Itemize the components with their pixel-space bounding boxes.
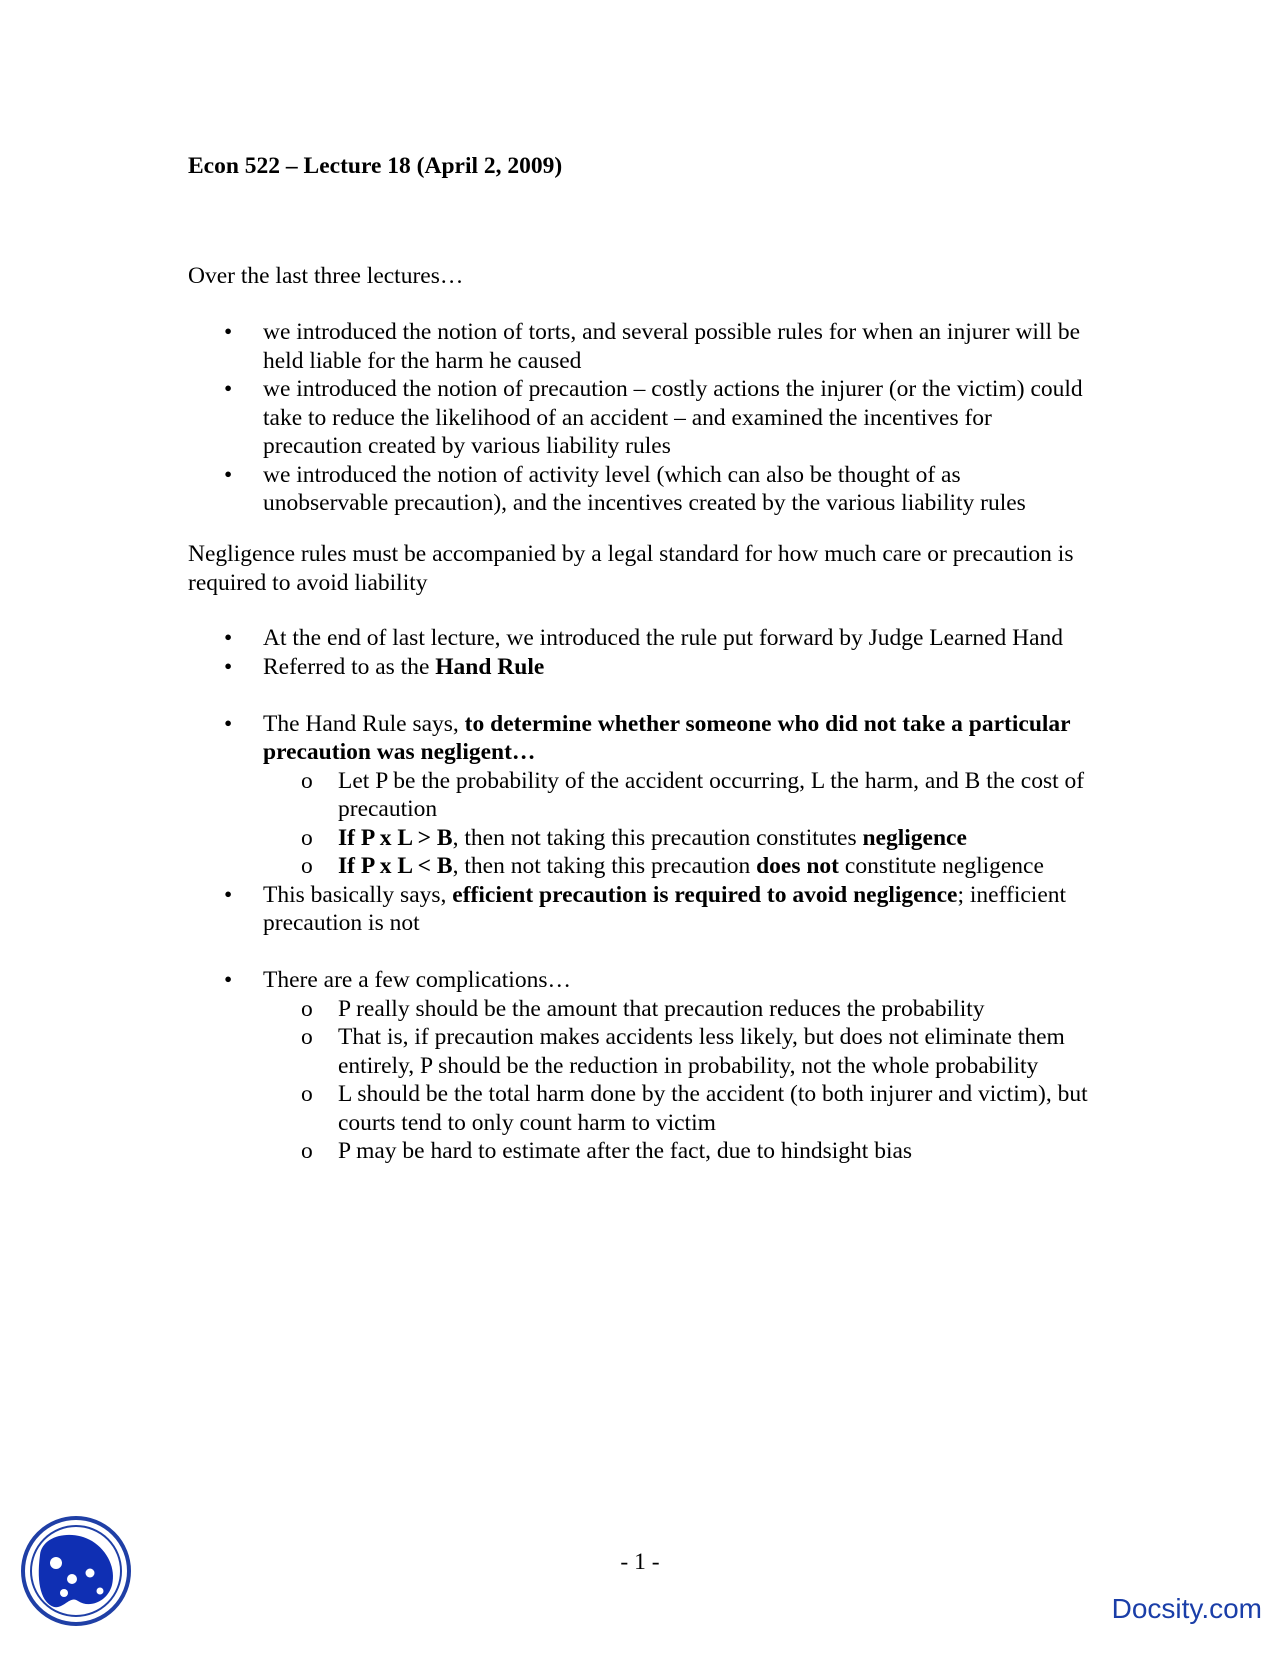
sub-item-bold: If P x L > B bbox=[338, 824, 453, 851]
sub-item-text: P really should be the amount that precaution reduces the probability bbox=[338, 995, 985, 1022]
sub-item-text: Let P be the probability of the accident occurring, L the harm, and B the cost of precaution bbox=[338, 767, 1085, 822]
lecture-title: Econ 522 – Lecture 18 (April 2, 2009) bbox=[188, 153, 563, 179]
bullet-icon: • bbox=[224, 625, 233, 651]
hand-rule-list bbox=[188, 624, 1088, 1166]
list-gap bbox=[188, 681, 1088, 710]
hand-rule-term: Hand Rule bbox=[435, 653, 545, 680]
list-item-text: we introduced the notion of torts, and several possible rules for when an injurer will be held liable for the harm he caused bbox=[263, 319, 1081, 374]
sub-item-bold: does not bbox=[756, 853, 840, 879]
circle-bullet-icon: o bbox=[301, 824, 313, 851]
sub-list-item bbox=[263, 852, 1088, 881]
bullet-icon: • bbox=[224, 376, 233, 402]
circle-bullet-icon: o bbox=[301, 767, 313, 794]
circle-bullet-icon: o bbox=[301, 853, 313, 879]
list-item bbox=[188, 653, 1088, 682]
bullet-icon: • bbox=[224, 710, 233, 737]
circle-bullet-icon: o bbox=[301, 995, 313, 1022]
sub-item-text: , then not taking this precaution bbox=[452, 853, 757, 879]
docsity-logo-icon bbox=[20, 1515, 132, 1627]
list-item bbox=[188, 966, 1088, 1166]
sub-item-text: , then not taking this precaution constitutes bbox=[452, 824, 863, 851]
sub-item-text: constitute negligence bbox=[839, 853, 1044, 879]
list-item-text: ; inefficient precaution is not bbox=[263, 881, 1067, 936]
intro-paragraph: Over the last three lectures… bbox=[188, 263, 464, 289]
sub-list-item bbox=[263, 824, 1088, 853]
list-item-text: Referred to as the bbox=[263, 653, 436, 680]
list-gap bbox=[188, 938, 1088, 967]
list-item-text: we introduced the notion of precaution – costly actions the injurer (or the victim) could take to reduce the likelihood of an accident – and examined the incentives for precaution created by various liability rules bbox=[263, 376, 1083, 459]
list-item-text: This basically says, bbox=[263, 881, 453, 908]
page-number: - 1 - bbox=[620, 1549, 660, 1575]
list-item-bold: to determine whether someone who did not take a particular precaution was negligent… bbox=[263, 710, 1071, 765]
bullet-icon: • bbox=[224, 653, 233, 680]
sub-list-item bbox=[263, 1080, 1088, 1137]
negligence-paragraph: Negligence rules must be accompanied by a legal standard for how much care or precaution is required to avoid liability bbox=[188, 541, 1074, 596]
list-item bbox=[188, 710, 1088, 881]
recap-list bbox=[188, 318, 1088, 518]
bullet-icon: • bbox=[224, 881, 233, 908]
sub-list bbox=[263, 767, 1088, 881]
list-item-text: There are a few complications… bbox=[263, 967, 571, 993]
sub-list-item bbox=[263, 767, 1088, 824]
list-item-text: At the end of last lecture, we introduced the rule put forward by Judge Learned Hand bbox=[263, 625, 1064, 651]
circle-bullet-icon: o bbox=[301, 1081, 313, 1107]
sub-list-item bbox=[263, 1023, 1088, 1080]
list-item bbox=[188, 318, 1088, 375]
list-item bbox=[188, 375, 1088, 461]
list-item bbox=[188, 624, 1088, 653]
list-item-bold: efficient precaution is required to avoid negligence bbox=[452, 881, 958, 908]
docsity-watermark: Docsity.com bbox=[1111, 1593, 1262, 1624]
sub-item-text: P may be hard to estimate after the fact, due to hindsight bias bbox=[338, 1138, 913, 1164]
sub-list bbox=[263, 995, 1088, 1166]
sub-list-item bbox=[263, 995, 1088, 1024]
sub-item-bold: If P x L < B bbox=[338, 853, 453, 879]
sub-item-text: That is, if precaution makes accidents less likely, but does not eliminate them entirely, P should be the reduction in probability, not the whole probability bbox=[338, 1024, 1065, 1079]
sub-item-text: L should be the total harm done by the accident (to both injurer and victim), but courts tend to only count harm to victim bbox=[338, 1081, 1088, 1136]
circle-bullet-icon: o bbox=[301, 1138, 313, 1164]
list-item bbox=[188, 881, 1088, 938]
bullet-icon: • bbox=[224, 461, 233, 488]
circle-bullet-icon: o bbox=[301, 1024, 313, 1050]
list-item-text: we introduced the notion of activity level (which can also be thought of as unobservable precaution), and the incentives created by the various liability rules bbox=[263, 461, 1026, 516]
list-item-text: The Hand Rule says, bbox=[263, 710, 465, 737]
list-item bbox=[188, 461, 1088, 518]
bullet-icon: • bbox=[224, 319, 233, 345]
bullet-icon: • bbox=[224, 967, 233, 993]
sub-list-item bbox=[263, 1137, 1088, 1166]
sub-item-bold: negligence bbox=[862, 824, 967, 851]
